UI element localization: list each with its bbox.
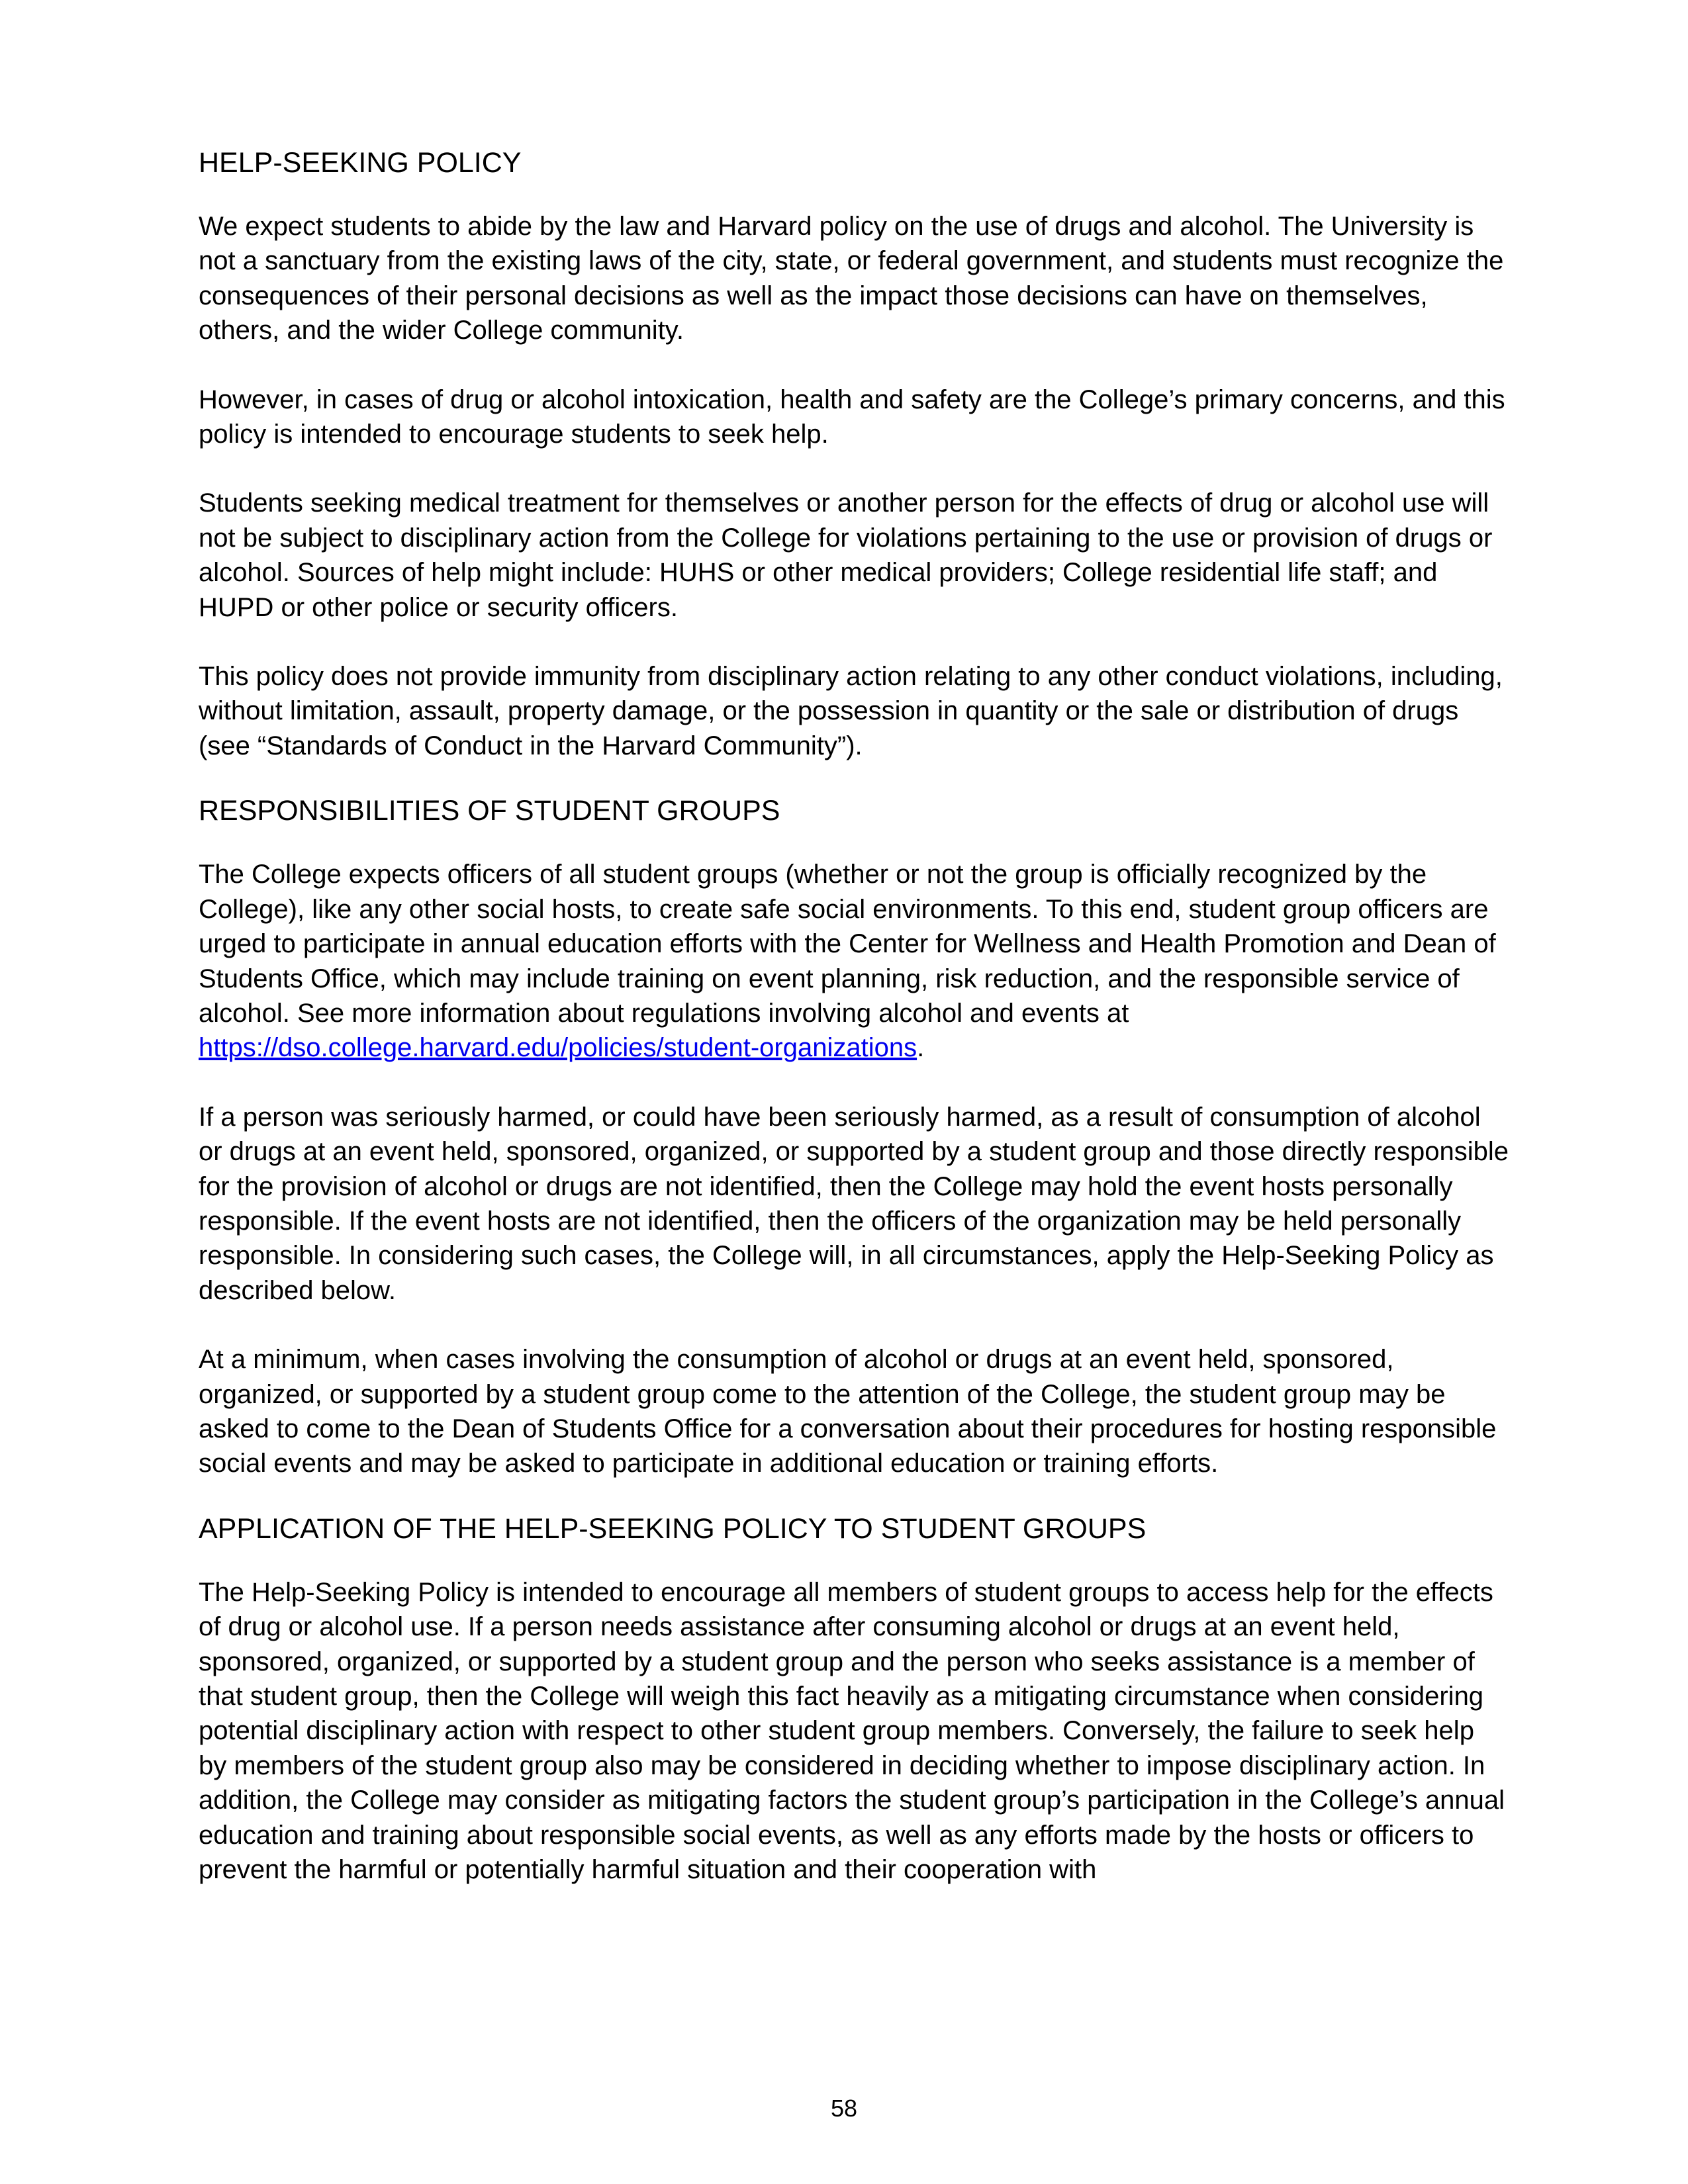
paragraph-end-punctuation: . xyxy=(917,1033,925,1063)
section-heading-help-seeking-policy: HELP-SEEKING POLICY xyxy=(199,147,522,179)
paragraph-text: The College expects officers of all student groups (whether or not the group is officially recognized by the College), like any other social hosts, to create safe social environments. To this end, student group officers are urged to participate in annual education efforts with the Center for Wellness and Health Promotion and Dean of Students Office, which may include training on event planning, risk reduction, and the responsible service of alcohol. See more information about regulations involving alcohol and events at xyxy=(199,860,1496,1028)
student-organizations-policy-link[interactable]: https://dso.college.harvard.edu/policies/student-organizations xyxy=(199,1033,917,1063)
paragraph: If a person was seriously harmed, or could have been seriously harmed, as a result of consumption of alcohol or drugs at an event held, sponsored, organized, or supported by a student group and those directly responsible for the provision of alcohol or drugs are not identified, then the College may hold the event hosts personally responsible. If the event hosts are not identified, then the officers of the organization may be held personally responsible. In considering such cases, the College will, in all circumstances, apply the Help-Seeking Policy as described below. xyxy=(199,1102,1509,1305)
section-heading-application-of-help-seeking-policy: APPLICATION OF THE HELP-SEEKING POLICY TO STUDENT GROUPS xyxy=(199,1512,1147,1545)
paragraph: We expect students to abide by the law and Harvard policy on the use of drugs and alcohol. The University is not a sanctuary from the existing laws of the city, state, or federal government, and students must recognize the consequences of their personal decisions as well as the impact those decisions can have on themselves, others, and the wider College community. xyxy=(199,212,1504,345)
paragraph: This policy does not provide immunity from disciplinary action relating to any other conduct violations, including, without limitation, assault, property damage, or the possession in quantity or the sale or distribution of drugs (see “Standards of Conduct in the Harvard Community”). xyxy=(199,662,1503,760)
document-page xyxy=(199,146,1509,1921)
paragraph-with-link xyxy=(199,857,1509,1065)
paragraph: The Help-Seeking Policy is intended to encourage all members of student groups to access help for the effects of drug or alcohol use. If a person needs assistance after consuming alcohol or drugs at an event held, sponsored, organized, or supported by a student group and the person who seeks assistance is a member of that student group, then the College will weigh this fact heavily as a mitigating circumstance when considering potential disciplinary action with respect to other student group members. Conversely, the failure to seek help by members of the student group also may be considered in deciding whether to impose disciplinary action. In addition, the College may consider as mitigating factors the student group’s participation in the College’s annual education and training about responsible social events, as well as any efforts made by the hosts or officers to prevent the harmful or potentially harmful situation and their cooperation with xyxy=(199,1577,1505,1885)
paragraph: At a minimum, when cases involving the consumption of alcohol or drugs at an event held, sponsored, organized, or supported by a student group come to the attention of the College, the student group may be asked to come to the Dean of Students Office for a conversation about their procedures for hosting responsible social events and may be asked to participate in additional education or training efforts. xyxy=(199,1345,1497,1479)
section-heading-responsibilities-of-student-groups: RESPONSIBILITIES OF STUDENT GROUPS xyxy=(199,795,780,827)
page-number: 58 xyxy=(830,2095,858,2122)
paragraph: Students seeking medical treatment for themselves or another person for the effects of drug or alcohol use will not be subject to disciplinary action from the College for violations pertaining to the use or provision of drugs or alcohol. Sources of help might include: HUHS or other medical providers; College residential life staff; and HUPD or other police or security officers. xyxy=(199,488,1493,622)
paragraph: However, in cases of drug or alcohol intoxication, health and safety are the College’s primary concerns, and this policy is intended to encourage students to seek help. xyxy=(199,385,1505,449)
